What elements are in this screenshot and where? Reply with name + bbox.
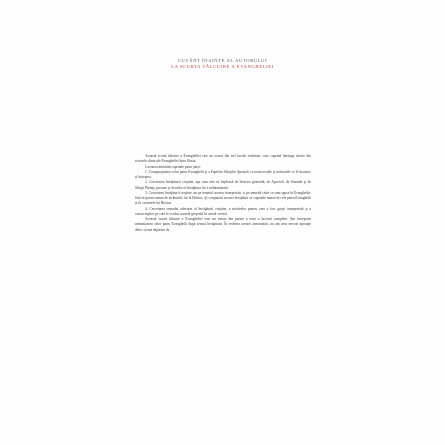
body-text — [135, 154, 311, 233]
chapter-title-line1: CUVÂNT ÎNAINTE AL AUTORULUI — [177, 58, 268, 63]
paragraph: 1. Comparaţiunea celor patru Evanghelii şi a Faptelor Sfinţilor Apostoli cu toate textele şi mărturiile ce le însoțesc și întregesc. — [135, 169, 311, 179]
paragraph: 2. Cercetarea învăţăturii creştine, aşa cum este ea înţeleasă de biserica generală, de Apostoli, de Sinoade şi de Sfinţii Părinţi, precum şi dovada că învăţătura lor e neîntemeiată. — [135, 180, 311, 190]
paragraph: 3. Cercetarea învăţăturii creştine, nu pe temeiul acestor interpretări, ci pe temeiul celor ce sunt spuse în Evanghelie, fără să ţinem seama de atribuirile lor la Hristos. Şi conţinutul acestei învăţături se cuprinde numai în cele patru Evanghelii și în cuvintele lui Hristos. — [135, 190, 311, 206]
paragraph: Lucrarea amintită cuprinde patru părți: — [145, 164, 201, 169]
paragraph: Această scurtă tâlcuire a Evangheliei este un extras din partea a treia a lucrării complete. Am întreprins armonizarea celor patru Evanghelii după sensul învăţăturii. În vederea acestei armonizări, nu am avut nevoie aproape deloc să mă depărtez de — [135, 217, 311, 232]
paragraph: Această scurtă tâlcuire a Evangheliei este un extras din trei lucrări realizate, care cuprind întreaga istorie din scrierile sfinte ale Evangheliei întru Rusia. — [135, 154, 311, 164]
chapter-title-line2: LA SCURTA TÂLCUIRE A EVANGHELIEI — [171, 64, 274, 69]
chapter-header — [0, 58, 445, 70]
paragraph: 4. Cercetarea sensului adevărat al învăţăturii creştine, a motivelor pentru care a fost greşit interpretată şi a consecinţelor pe care le-a adus această greşeală în cursul vremii. — [135, 206, 311, 216]
